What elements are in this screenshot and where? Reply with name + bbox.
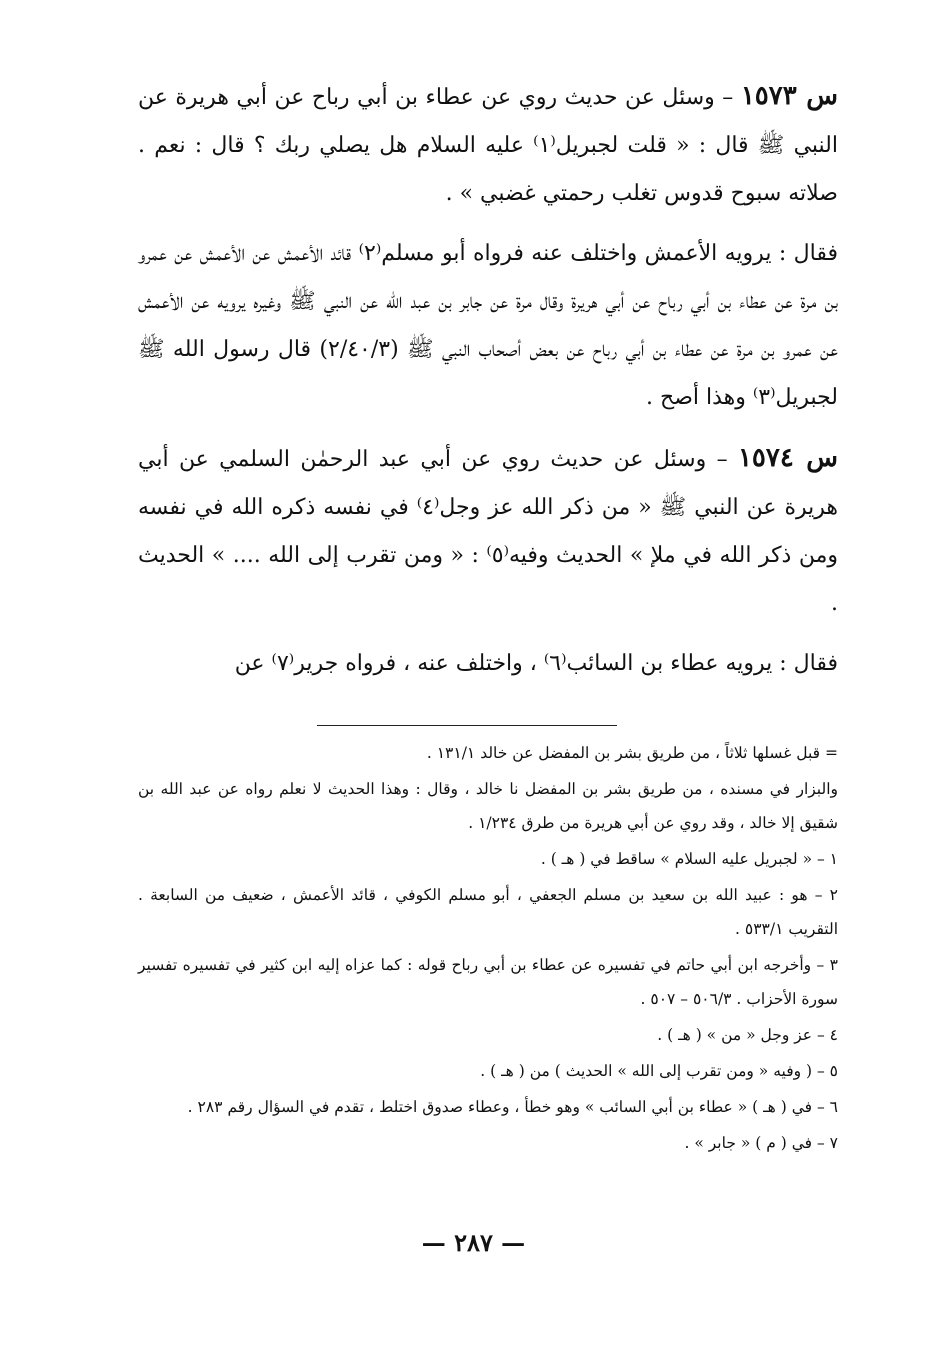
- footnote-1: ١ – « لجبريل عليه السلام » ساقط في ( هـ ) .: [540, 850, 838, 868]
- paragraph-text: – وسئل عن حديث روي عن أبي عبد الرحمٰن السلمي عن أبي هريرة عن النبي ﷺ « من ذكر الله عز وجل⁽٤⁾ في نفسه ذكره الله في نفسه ومن ذكر الله في ملإ » الحديث وفيه⁽٥⁾ : « ومن تقرب إلى الله .... » الحديث .: [138, 447, 838, 616]
- main-text: [138, 72, 838, 700]
- footnote-divider: [317, 725, 617, 726]
- footnotes: [138, 736, 838, 1162]
- question-number: س ١٥٧٤: [737, 443, 838, 473]
- question-number: س ١٥٧٣: [740, 81, 838, 111]
- page-number: — ٢٨٧ —: [421, 1228, 526, 1257]
- question-1573-paragraph: [138, 72, 838, 218]
- footnote-7: ٧ – في ( م ) « جابر » .: [684, 1134, 838, 1152]
- paragraph-text: فقال : يرويه الأعمش واختلف عنه فرواه أبو مسلم⁽٢⁾ قائد الأعمش عن الأعمش عن عمرو بن مرة عن عطاء بن أبي رباح عن أبي هريرة وقال مرة عن جابر بن عبد الله عن النبي ﷺ وغيره يرويه عن الأعمش عن عمرو بن مرة عن عطاء بن أبي رباح عن بعض أصحاب النبي ﷺ (٢/٤٠/٣) قال رسول الله ﷺ لجبريل⁽٣⁾ وهذا أصح .: [138, 241, 838, 410]
- footnote-4: ٤ – عز وجل « من » ( هـ ) .: [657, 1026, 838, 1044]
- paragraph-text: فقال : يرويه عطاء بن السائب⁽٦⁾ ، واختلف عنه ، فرواه جرير⁽٧⁾ عن: [234, 651, 838, 676]
- footnote-5: ٥ – ( وفيه « ومن تقرب إلى الله » الحديث ) من ( هـ ) .: [480, 1062, 838, 1080]
- footnote-2: ٢ – هو : عبيد الله بن سعيد بن مسلم الجعفي ، أبو مسلم الكوفي ، قائد الأعمش ، ضعيف من السابعة . التقريب ٥٣٣/١ .: [138, 886, 838, 938]
- footnote-6: ٦ – في ( هـ ) « عطاء بن أبي السائب » وهو خطأ ، وعطاء صدوق اختلط ، تقدم في السؤال رقم ٢٨٣ .: [187, 1098, 838, 1116]
- question-1574-paragraph: [138, 434, 838, 628]
- footnote-continued: = قبل غسلها ثلاثاً ، من طريق بشر بن المفضل عن خالد ١٣١/١ .: [426, 744, 838, 762]
- paragraph-text: – وسئل عن حديث روي عن عطاء بن أبي رباح عن أبي هريرة عن النبي ﷺ قال : « قلت لجبريل⁽١⁾ عليه السلام هل يصلي ربك ؟ قال : نعم . صلاته سبوح قدوس تغلب رحمتي غضبي » .: [138, 85, 838, 206]
- answer-1574-paragraph: [138, 640, 838, 688]
- footnote-continued: والبزار في مسنده ، من طريق بشر بن المفضل نا خالد ، وقال : وهذا الحديث لا نعلم رواه عن عبد الله بن شقيق إلا خالد ، وقد روي عن أبي هريرة من طرق ١/٢٣٤ .: [138, 780, 838, 832]
- footnote-3: ٣ – وأخرجه ابن أبي حاتم في تفسيره عن عطاء بن أبي رباح قوله : كما عزاه إليه ابن كثير في تفسيره تفسير سورة الأحزاب . ٥٠٦/٣ – ٥٠٧ .: [138, 956, 838, 1008]
- answer-1573-paragraph: [138, 230, 838, 422]
